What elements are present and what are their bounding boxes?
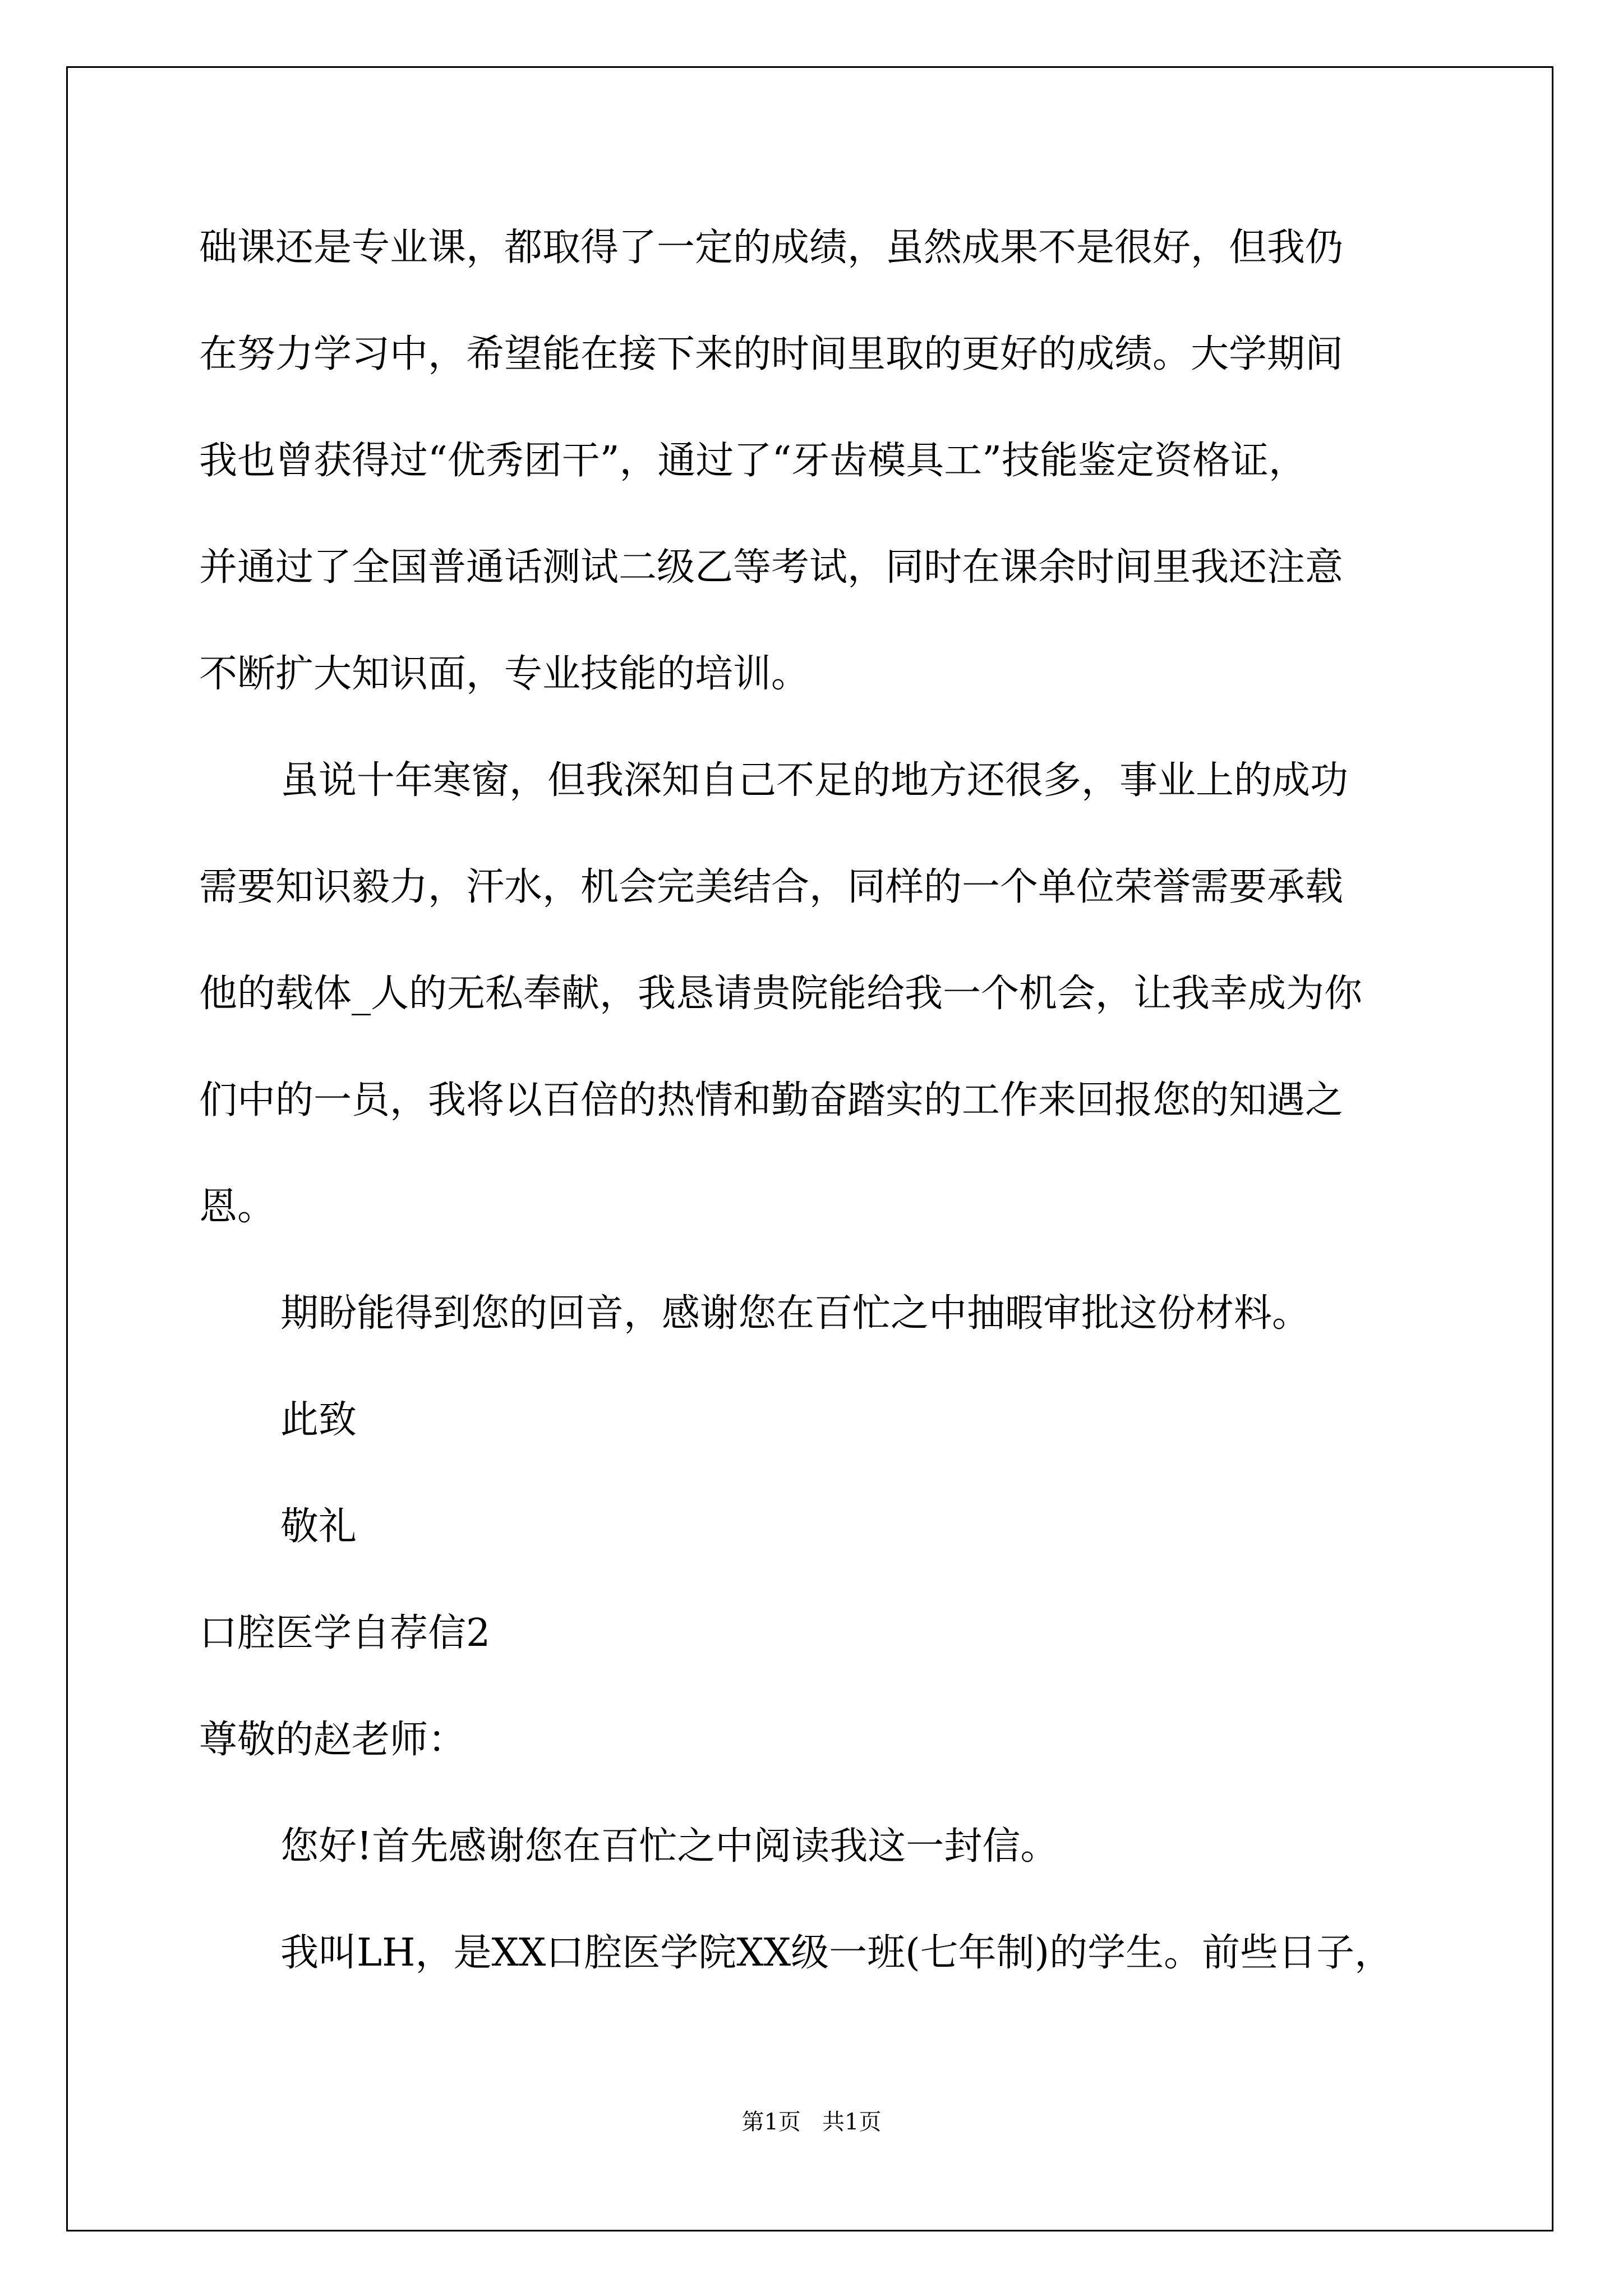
body-line-9: 们中的一员，我将以百倍的热情和勤奋踏实的工作来回报您的知遇之 [199,1078,1344,1122]
body-line-11: 期盼能得到您的回音，感谢您在百忙之中抽暇审批这份材料。 [280,1291,1311,1336]
body-line-5: 不断扩大知识面，专业技能的培训。 [199,652,810,696]
body-line-8: 他的载体_人的无私奉献，我恳请贵院能给我一个机会，让我幸成为你 [199,972,1363,1016]
page-number-footer: 第1页 共1页 [741,2109,882,2135]
body-line-1: 础课还是专业课，都取得了一定的成绩，虽然成果不是很好，但我仍 [199,226,1344,270]
body-line-6: 虽说十年寒窗，但我深知自己不足的地方还很多，事业上的成功 [280,758,1349,803]
body-line-7: 需要知识毅力，汗水，机会完美结合，同样的一个单位荣誉需要承载 [199,865,1344,909]
body-line-intro: 我叫LH，是XX口腔医学院XX级一班(七年制)的学生。前些日子， [280,1931,1393,1975]
page-border [66,66,1553,2231]
section-title: 口腔医学自荐信2 [199,1611,491,1655]
salutation: 尊敬的赵老师： [199,1718,467,1762]
body-line-greeting: 您好!首先感谢您在百忙之中阅读我这一封信。 [280,1824,1059,1869]
closing-cizhi: 此致 [280,1398,357,1442]
body-line-10: 恩。 [199,1185,276,1229]
body-line-3: 我也曾获得过“优秀团干”，通过了“牙齿模具工”技能鉴定资格证， [199,439,1307,483]
body-line-4: 并通过了全国普通话测试二级乙等考试，同时在课余时间里我还注意 [199,545,1344,590]
closing-jingli: 敬礼 [280,1504,357,1549]
body-line-2: 在努力学习中，希望能在接下来的时间里取的更好的成绩。大学期间 [199,332,1344,376]
